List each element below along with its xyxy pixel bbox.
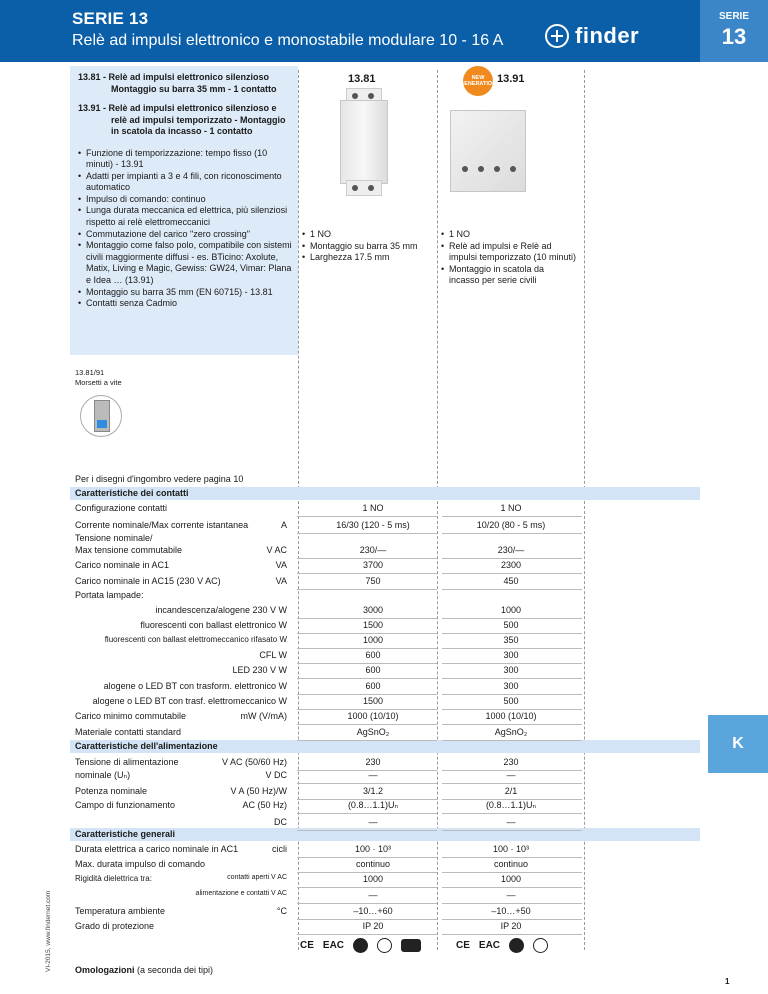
row-divider bbox=[297, 618, 437, 619]
product-code-13-91: 13.91 bbox=[497, 73, 525, 85]
row-unit: V A (50 Hz)/W bbox=[230, 786, 287, 796]
logo-icon bbox=[545, 24, 569, 48]
row-divider bbox=[442, 857, 582, 858]
series-subtitle: Relè ad impulsi elettronico e monostabile modulare 10 - 16 A bbox=[72, 32, 504, 49]
value-13-81: 1000 bbox=[362, 635, 384, 645]
value-13-81: 1500 bbox=[362, 620, 384, 630]
row-label: Portata lampade: bbox=[75, 590, 144, 600]
value-13-81: –10…+60 bbox=[353, 906, 393, 916]
value-13-81: 230/— bbox=[359, 545, 387, 555]
row-divider bbox=[442, 903, 582, 904]
row-divider bbox=[442, 558, 582, 559]
row-divider bbox=[442, 740, 582, 741]
screw-icon bbox=[494, 166, 500, 172]
value-13-81: — bbox=[368, 890, 378, 900]
row-unit: °C bbox=[276, 906, 287, 916]
row-divider bbox=[442, 516, 582, 517]
row-label: Rigidità dielettrica tra: bbox=[75, 874, 152, 883]
value-13-81: 600 bbox=[365, 665, 381, 675]
screw-terminal-icon bbox=[80, 395, 122, 437]
terminal-code: 13.81/91 bbox=[75, 368, 105, 377]
row-divider bbox=[442, 709, 582, 710]
ce-mark-icon: CE bbox=[300, 940, 314, 951]
serie-tab bbox=[700, 0, 768, 62]
row-unit: fluorescenti con ballast elettromeccanico rifasato W bbox=[104, 635, 287, 644]
row-divider bbox=[297, 830, 437, 831]
screw-icon bbox=[368, 185, 374, 191]
row-divider bbox=[297, 633, 437, 634]
value-13-91: 1000 bbox=[500, 605, 522, 615]
value-13-91: — bbox=[506, 817, 516, 827]
row-divider bbox=[442, 872, 582, 873]
value-13-81: 3700 bbox=[362, 560, 384, 570]
serie-label: SERIE bbox=[718, 11, 749, 22]
list-item: • Funzione di temporizzazione: tempo fisso (10 minuti) - 13.91 bbox=[78, 148, 292, 171]
page-header bbox=[0, 0, 768, 62]
row-divider bbox=[297, 533, 437, 534]
list-item: • Montaggio in scatola da incasso per serie civili bbox=[441, 264, 577, 287]
approvals-label bbox=[75, 965, 213, 975]
row-divider bbox=[297, 887, 437, 888]
feature-list bbox=[78, 148, 292, 310]
value-13-91: AgSnO₂ bbox=[494, 727, 528, 737]
list-item: • Commutazione del carico "zero crossing" bbox=[78, 229, 292, 241]
value-13-81: — bbox=[368, 817, 378, 827]
certifications-13-81 bbox=[300, 938, 421, 953]
row-divider bbox=[442, 533, 582, 534]
page-number: 1 bbox=[725, 977, 730, 986]
row-unit: cicli bbox=[272, 844, 287, 854]
value-13-81: 1000 bbox=[362, 874, 384, 884]
value-13-91: 100 · 10³ bbox=[492, 844, 530, 854]
row-divider bbox=[442, 663, 582, 664]
product-code-13-81: 13.81 bbox=[348, 73, 376, 85]
row-divider bbox=[442, 633, 582, 634]
cert-circle-icon bbox=[353, 938, 368, 953]
row-unit: AC (50 Hz) bbox=[242, 800, 287, 810]
section-tab-k: K bbox=[708, 715, 768, 773]
list-item: • Montaggio su barra 35 mm (EN 60715) - 13.81 bbox=[78, 287, 292, 299]
list-item: • Relè ad impulsi e Relè ad impulsi temporizzato (10 minuti) bbox=[441, 241, 577, 264]
screw-icon bbox=[352, 93, 358, 99]
new-generation-badge: NEW GENERATION bbox=[463, 66, 493, 96]
value-13-91: 230/— bbox=[497, 545, 525, 555]
list-item: • Larghezza 17.5 mm bbox=[302, 252, 434, 264]
row-divider bbox=[442, 589, 582, 590]
approvals-label-rest: (a seconda dei tipi) bbox=[134, 965, 214, 975]
row-divider bbox=[442, 830, 582, 831]
column-divider bbox=[298, 70, 299, 950]
value-13-81: — bbox=[368, 770, 378, 780]
row-unit: A bbox=[280, 520, 287, 530]
row-unit: V AC bbox=[266, 545, 287, 555]
value-13-91: 2300 bbox=[500, 560, 522, 570]
value-13-81: 1500 bbox=[362, 696, 384, 706]
heading-13-81-line1: 13.81 - Relè ad impulsi elettronico silenzioso bbox=[78, 72, 270, 82]
value-13-81: IP 20 bbox=[362, 921, 384, 931]
product-13-81-features bbox=[302, 229, 434, 264]
list-item: • Montaggio come falso polo, compatibile con sistemi civili maggiormente diffusi - es. BTicino: Axolute, Matix, Living e Magic, Gewiss: GW24, Vimar: Plana e Idea … (13.91) bbox=[78, 240, 292, 286]
value-13-81: 3/1.2 bbox=[362, 786, 384, 796]
row-unit: contatti aperti V AC bbox=[227, 874, 287, 881]
row-unit: incandescenza/alogene 230 V W bbox=[155, 605, 287, 615]
intro-box bbox=[70, 66, 298, 355]
value-13-81: 600 bbox=[365, 650, 381, 660]
list-item: • Impulso di comando: continuo bbox=[78, 194, 292, 206]
row-unit: alogene o LED BT con trasf. elettromeccanico W bbox=[92, 696, 287, 706]
value-13-91: 300 bbox=[503, 665, 519, 675]
value-13-81: continuo bbox=[355, 859, 391, 869]
row-unit: V AC (50/60 Hz) bbox=[221, 757, 287, 767]
row-label: Max tensione commutabile bbox=[75, 545, 183, 555]
nf-mark-icon bbox=[401, 939, 421, 952]
section-general: Caratteristiche generali bbox=[70, 828, 700, 841]
row-label: Campo di funzionamento bbox=[75, 800, 176, 810]
row-divider bbox=[297, 694, 437, 695]
row-divider bbox=[297, 678, 437, 679]
row-unit: V DC bbox=[265, 770, 287, 780]
serie-number: 13 bbox=[721, 24, 747, 49]
value-13-91: 1 NO bbox=[500, 503, 522, 513]
value-13-91: 1000 (10/10) bbox=[485, 711, 537, 721]
ce-mark-icon: CE bbox=[456, 940, 470, 951]
row-label: Carico nominale in AC15 (230 V AC) bbox=[75, 576, 221, 586]
screw-icon bbox=[510, 166, 516, 172]
row-divider bbox=[297, 558, 437, 559]
row-divider bbox=[297, 919, 437, 920]
cert-circle-icon bbox=[509, 938, 524, 953]
value-13-81: 1000 (10/10) bbox=[347, 711, 399, 721]
row-divider bbox=[442, 678, 582, 679]
value-13-91: 2/1 bbox=[504, 786, 518, 796]
screw-icon bbox=[462, 166, 468, 172]
row-divider bbox=[442, 813, 582, 814]
row-label: Corrente nominale/Max corrente istantanea bbox=[75, 520, 249, 530]
row-divider bbox=[442, 648, 582, 649]
heading-13-81-line2: Montaggio su barra 35 mm - 1 contatto bbox=[111, 83, 277, 94]
list-item: • Montaggio su barra 35 mm bbox=[302, 241, 434, 253]
row-divider bbox=[442, 783, 582, 784]
row-unit: LED 230 V W bbox=[232, 665, 287, 675]
row-divider bbox=[297, 903, 437, 904]
eac-mark-icon: EAC bbox=[322, 940, 345, 951]
device-body bbox=[340, 100, 388, 184]
value-13-81: 750 bbox=[365, 576, 381, 586]
value-13-91: IP 20 bbox=[500, 921, 522, 931]
value-13-81: 100 · 10³ bbox=[354, 844, 392, 854]
terminal-contact bbox=[97, 420, 107, 428]
row-divider bbox=[442, 919, 582, 920]
row-label: Tensione di alimentazione bbox=[75, 757, 179, 767]
eac-mark-icon: EAC bbox=[478, 940, 501, 951]
row-divider bbox=[297, 648, 437, 649]
row-unit: alimentazione e contatti V AC bbox=[195, 890, 287, 897]
side-copyright: VI-2015, www.findernet.com bbox=[45, 890, 52, 972]
value-13-91: 500 bbox=[503, 696, 519, 706]
series-title: SERIE 13 bbox=[72, 9, 149, 28]
row-unit: CFL W bbox=[259, 650, 287, 660]
row-divider bbox=[442, 573, 582, 574]
value-13-91: — bbox=[506, 770, 516, 780]
finder-logo bbox=[545, 23, 639, 49]
row-unit: mW (V/mA) bbox=[240, 711, 287, 721]
row-label: Temperatura ambiente bbox=[75, 906, 166, 916]
column-divider bbox=[584, 70, 585, 950]
row-label: Configurazione contatti bbox=[75, 503, 168, 513]
row-divider bbox=[442, 887, 582, 888]
row-divider bbox=[297, 724, 437, 725]
row-divider bbox=[297, 857, 437, 858]
value-13-81: AgSnO₂ bbox=[356, 727, 390, 737]
heading-13-91-line2: relè ad impulsi temporizzato - Montaggio bbox=[111, 114, 286, 125]
value-13-91: 300 bbox=[503, 650, 519, 660]
terminal-label bbox=[75, 368, 122, 388]
certifications-13-91 bbox=[456, 938, 548, 953]
section-supply: Caratteristiche dell'alimentazione bbox=[70, 740, 700, 753]
row-label: nominale (Uₙ) bbox=[75, 770, 131, 780]
row-divider bbox=[297, 783, 437, 784]
heading-13-81 bbox=[78, 72, 292, 95]
row-divider bbox=[297, 663, 437, 664]
value-13-81: (0.8…1.1)Uₙ bbox=[347, 800, 399, 810]
cert-outline-icon bbox=[533, 938, 548, 953]
row-divider bbox=[442, 934, 582, 935]
row-unit: VA bbox=[275, 560, 287, 570]
cert-outline-icon bbox=[377, 938, 392, 953]
row-divider bbox=[297, 934, 437, 935]
list-item: • Lunga durata meccanica ed elettrica, più silenziosi rispetto ai relè elettromeccanici bbox=[78, 205, 292, 228]
list-item: • Adatti per impianti a 3 e 4 fili, con riconoscimento automatico bbox=[78, 171, 292, 194]
row-divider bbox=[297, 573, 437, 574]
value-13-91: continuo bbox=[493, 859, 529, 869]
value-13-91: 450 bbox=[503, 576, 519, 586]
row-divider bbox=[297, 872, 437, 873]
row-divider bbox=[297, 813, 437, 814]
row-unit: DC bbox=[274, 817, 287, 827]
row-divider bbox=[297, 516, 437, 517]
value-13-91: 230 bbox=[503, 757, 519, 767]
row-unit: alogene o LED BT con trasform. elettronico W bbox=[103, 681, 287, 691]
row-label: Grado di protezione bbox=[75, 921, 155, 931]
row-divider bbox=[442, 694, 582, 695]
value-13-81: 230 bbox=[365, 757, 381, 767]
value-13-91: 1000 bbox=[500, 874, 522, 884]
row-divider bbox=[297, 709, 437, 710]
value-13-81: 16/30 (120 - 5 ms) bbox=[336, 520, 410, 530]
screw-icon bbox=[478, 166, 484, 172]
value-13-81: 600 bbox=[365, 681, 381, 691]
row-divider bbox=[297, 589, 437, 590]
row-unit: fluorescenti con ballast elettronico W bbox=[140, 620, 287, 630]
list-item: • 1 NO bbox=[302, 229, 434, 241]
value-13-81: 1 NO bbox=[362, 503, 384, 513]
heading-13-91-line1: 13.91 - Relè ad impulsi elettronico silenzioso e bbox=[78, 103, 277, 113]
heading-13-91-line3: in scatola da incasso - 1 contatto bbox=[111, 126, 253, 136]
value-13-91: 500 bbox=[503, 620, 519, 630]
heading-13-91 bbox=[78, 103, 292, 138]
logo-text: finder bbox=[575, 23, 640, 48]
row-divider bbox=[297, 740, 437, 741]
row-label: Max. durata impulso di comando bbox=[75, 859, 206, 869]
dimensions-note: Per i disegni d'ingombro vedere pagina 10 bbox=[75, 474, 244, 484]
value-13-91: 350 bbox=[503, 635, 519, 645]
row-label: Materiale contatti standard bbox=[75, 727, 182, 737]
row-label: Tensione nominale/ bbox=[75, 533, 153, 543]
product-13-91-features bbox=[441, 229, 577, 287]
value-13-91: –10…+50 bbox=[491, 906, 531, 916]
value-13-81: 3000 bbox=[362, 605, 384, 615]
screw-icon bbox=[368, 93, 374, 99]
device-body bbox=[450, 110, 526, 192]
product-image-13-81 bbox=[330, 88, 398, 196]
row-label: Carico nominale in AC1 bbox=[75, 560, 170, 570]
value-13-91: (0.8…1.1)Uₙ bbox=[485, 800, 537, 810]
approvals-label-bold: Omologazioni bbox=[75, 965, 135, 975]
product-image-13-91 bbox=[450, 110, 526, 192]
value-13-91: 10/20 (80 - 5 ms) bbox=[476, 520, 546, 530]
value-13-91: — bbox=[506, 890, 516, 900]
list-item: • 1 NO bbox=[441, 229, 577, 241]
row-divider bbox=[442, 724, 582, 725]
list-item: • Contatti senza Cadmio bbox=[78, 298, 292, 310]
row-divider bbox=[442, 618, 582, 619]
row-label: Carico minimo commutabile bbox=[75, 711, 187, 721]
section-contacts: Caratteristiche dei contatti bbox=[70, 487, 700, 500]
terminal-type: Morsetti a vite bbox=[75, 378, 122, 387]
screw-icon bbox=[352, 185, 358, 191]
row-label: Potenza nominale bbox=[75, 786, 148, 796]
row-label: Durata elettrica a carico nominale in AC1 bbox=[75, 844, 239, 854]
row-unit: VA bbox=[275, 576, 287, 586]
value-13-91: 300 bbox=[503, 681, 519, 691]
